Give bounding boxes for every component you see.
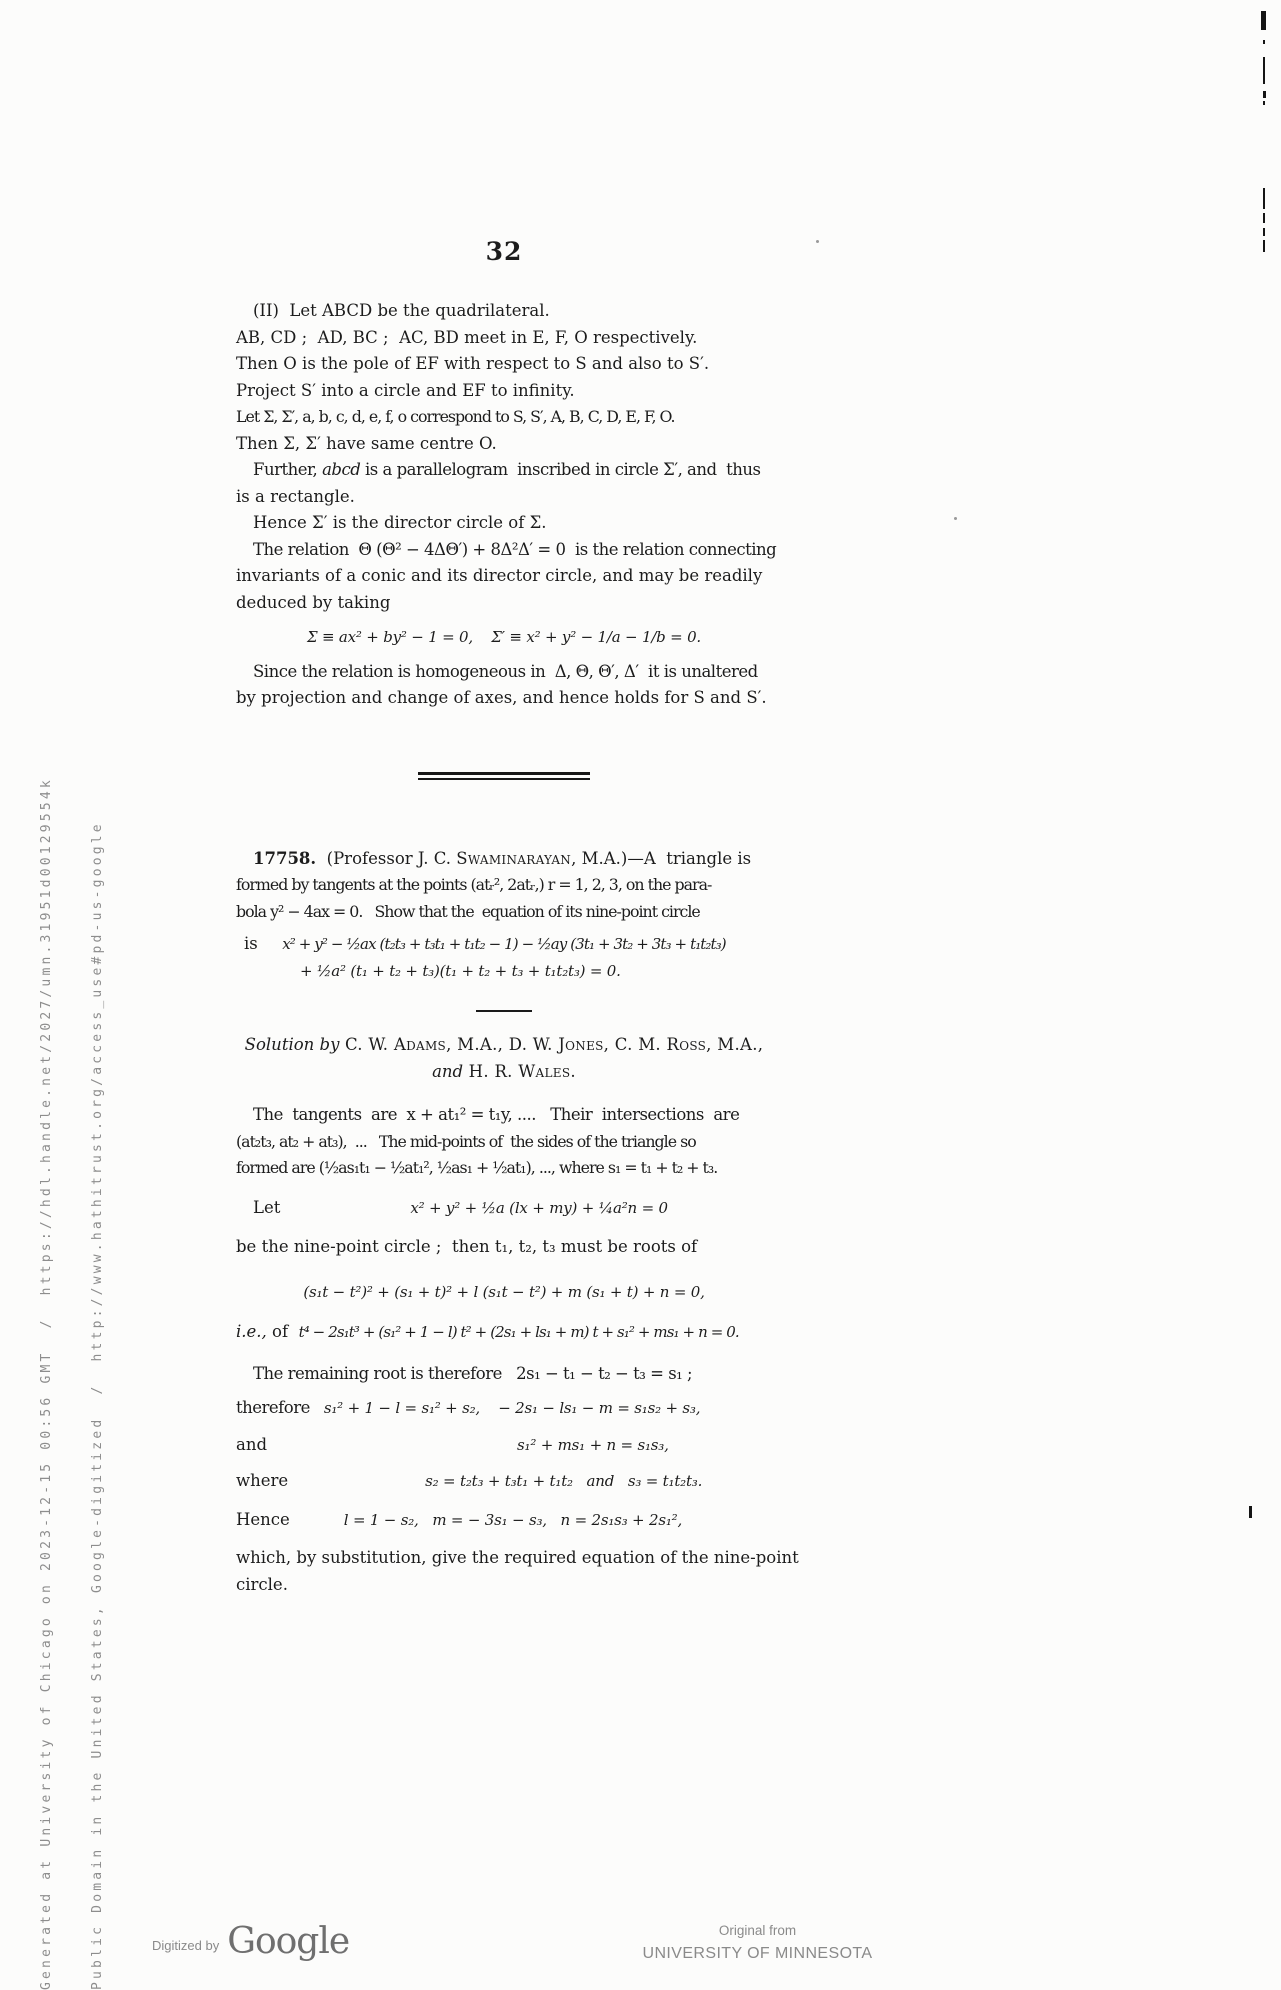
text-line: invariants of a conic and its director circle, and may be readily	[236, 566, 763, 585]
derivation-line	[236, 1432, 772, 1459]
derivation-equation: s₂ = t₂t₃ + t₃t₁ + t₁t₂ and s₃ = t₁t₂t₃.	[425, 1472, 703, 1490]
derivation-line	[236, 1507, 772, 1534]
text-line: Then Σ, Σ′ have same centre O.	[236, 433, 497, 453]
digitized-by-label: Digitized by	[152, 1938, 220, 1953]
text-line: which, by substitution, give the required equation of the nine-point	[236, 1548, 799, 1567]
section-divider-double-rule	[418, 772, 590, 780]
display-equation-line	[236, 931, 772, 958]
attribution-line: and H. R. Wales.	[432, 1061, 576, 1081]
ink-mark	[1263, 188, 1265, 209]
ink-mark	[1263, 213, 1265, 223]
text-line: Since the relation is homogeneous in Δ, Θ, Θ′, Δ′ it is unaltered	[253, 661, 758, 681]
text-line: circle.	[236, 1574, 288, 1594]
text-line: The tangents are x + at₁² = t₁y, .... Their intersections are	[253, 1105, 740, 1124]
watermark-line-generated: Generated at University of Chicago on 2023-12-15 00:56 GMT / https://hdl.handle.net/2027/umn.31951d00129554k	[39, 777, 54, 1990]
text-line: be the nine-point circle ; then t₁, t₂, t₃ must be roots of	[236, 1237, 698, 1256]
ink-mark	[1249, 1506, 1252, 1518]
text-line: Let Σ, Σ′, a, b, c, d, e, f, o correspond to S, S′, A, B, C, D, E, F, O.	[236, 407, 675, 426]
solver-names: H. R. Wales.	[463, 1061, 576, 1081]
google-logo: Google	[227, 1921, 350, 1962]
equation-lead-word: Let	[253, 1197, 281, 1217]
derivation-lead-word: where	[236, 1471, 289, 1490]
attribution-line: Solution by C. W. Adams, M.A., D. W. Jones, C. M. Ross, M.A.,	[244, 1035, 764, 1054]
digitization-credit	[152, 1921, 349, 1962]
solver-names: C. W. Adams, M.A., D. W. Jones, C. M. Ross, M.A.,	[339, 1035, 764, 1054]
text-line: deduced by taking	[236, 592, 391, 612]
nine-point-circle-equation-1: x² + y² − ½ax (t₂t₃ + t₃t₁ + t₁t₂ − 1) − ½ay (3t₁ + 3t₂ + 3t₃ + t₁t₂t₃)	[282, 935, 726, 953]
original-from-label: Original from	[718, 1923, 797, 1938]
ink-mark	[1263, 57, 1265, 84]
derivation-lead-word: and	[236, 1434, 268, 1454]
text-line: (at₂t₃, at₂ + at₃), ... The mid-points of the sides of the triangle so	[236, 1131, 696, 1151]
proposer-name: Swaminarayan	[456, 848, 572, 868]
institution-label: UNIVERSITY OF MINNESOTA	[642, 1945, 873, 1962]
text-line: formed by tangents at the points (atᵣ², 2atᵣ,) r = 1, 2, 3, on the para-	[236, 875, 712, 894]
text-line: Then O is the pole of EF with respect to S and also to S′.	[236, 354, 710, 373]
text-line: Further, abcd is a parallelogram inscribed in circle Σ′, and thus	[253, 460, 761, 479]
display-equation: Σ ≡ ax² + by² − 1 = 0, Σ′ ≡ x² + y² − 1/a − 1/b = 0.	[306, 628, 701, 646]
text-line: Hence Σ′ is the director circle of Σ.	[253, 513, 547, 532]
text-line: is a rectangle.	[236, 486, 355, 506]
derivation-equation: l = 1 − s₂, m = − 3s₁ − s₃, n = 2s₁s₃ + 2s₁²,	[343, 1510, 683, 1529]
problem-heading-line: 17758. (Professor J. C. Swaminarayan, M.A.)—A triangle is	[253, 848, 752, 868]
ink-mark	[1263, 101, 1265, 105]
roots-equation: (s₁t − t²)² + (s₁ + t)² + l (s₁t − t²) + m (s₁ + t) + n = 0,	[303, 1282, 705, 1301]
nine-point-circle-equation-2: + ½a² (t₁ + t₂ + t₃)(t₁ + t₂ + t₃ + t₁t₂t₃) = 0.	[300, 961, 621, 980]
text-line: bola y² − 4ax = 0. Show that the equation of its nine-point circle	[236, 901, 700, 921]
problem-17758	[236, 846, 772, 985]
ink-mark	[1263, 240, 1265, 252]
derivation-equation: s₁² + ms₁ + n = s₁s₃,	[517, 1435, 669, 1454]
ink-speck	[954, 517, 957, 520]
derivation-lead-word: therefore	[236, 1398, 310, 1417]
problem-solution-divider-rule	[476, 1010, 532, 1012]
ink-mark	[1263, 91, 1266, 98]
derivation-equation: s₁² + 1 − l = s₁² + s₂, − 2s₁ − ls₁ − m = s₁s₂ + s₃,	[323, 1399, 701, 1417]
text-line: Project S′ into a circle and EF to infinity.	[236, 380, 575, 400]
assumed-circle-equation: x² + y² + ½a (lx + my) + ¼a²n = 0	[410, 1198, 668, 1217]
ink-mark	[1263, 228, 1265, 236]
display-equation-line	[236, 958, 772, 985]
derivation-line	[236, 1468, 772, 1495]
provenance-credit	[640, 1923, 875, 1963]
page-text-block	[236, 298, 799, 1598]
quartic-equation: t⁴ − 2s₁t³ + (s₁² + 1 − l) t² + (2s₁ + ls₁ + m) t + s₁² + ms₁ + n = 0.	[298, 1323, 739, 1341]
solution-attribution	[236, 1032, 772, 1085]
text-line: The remaining root is therefore 2s₁ − t₁ − t₂ − t₃ = s₁ ;	[253, 1363, 693, 1383]
text-line: by projection and change of axes, and hence holds for S and S′.	[236, 688, 767, 707]
quartic-equation-line: i.e., of t⁴ − 2s₁t³ + (s₁² + 1 − l) t² + (2s₁ + ls₁ + m) t + s₁² + ms₁ + n = 0.	[236, 1322, 739, 1341]
ink-speck	[816, 240, 819, 243]
text-line: (II) Let ABCD be the quadrilateral.	[253, 301, 550, 320]
ie-label: i.e.,	[236, 1322, 267, 1341]
ink-mark	[1261, 11, 1266, 30]
derivation-lead-word: Hence	[236, 1509, 290, 1529]
ink-mark	[1263, 40, 1265, 44]
gutter-watermark	[4, 745, 123, 1990]
problem-number: 17758.	[253, 848, 317, 868]
watermark-line-public-domain: Public Domain in the United States, Google-digitized / http://www.hathitrust.org/access_use#pd-us-google	[90, 821, 105, 1990]
display-equation-line	[236, 1195, 772, 1222]
derivation-line	[236, 1395, 772, 1422]
text-line: formed are (½as₁t₁ − ½at₁², ½as₁ + ½at₁), ..., where s₁ = t₁ + t₂ + t₃.	[236, 1158, 718, 1177]
italic-term: abcd	[322, 460, 361, 479]
text-line: AB, CD ; AD, BC ; AC, BD meet in E, F, O respectively.	[236, 327, 698, 347]
equation-lead-word: is	[244, 934, 258, 953]
text-line: The relation Θ (Θ² − 4ΔΘ′) + 8Δ²Δ′ = 0 is the relation connecting	[253, 539, 777, 559]
page-number: 32	[485, 237, 523, 266]
